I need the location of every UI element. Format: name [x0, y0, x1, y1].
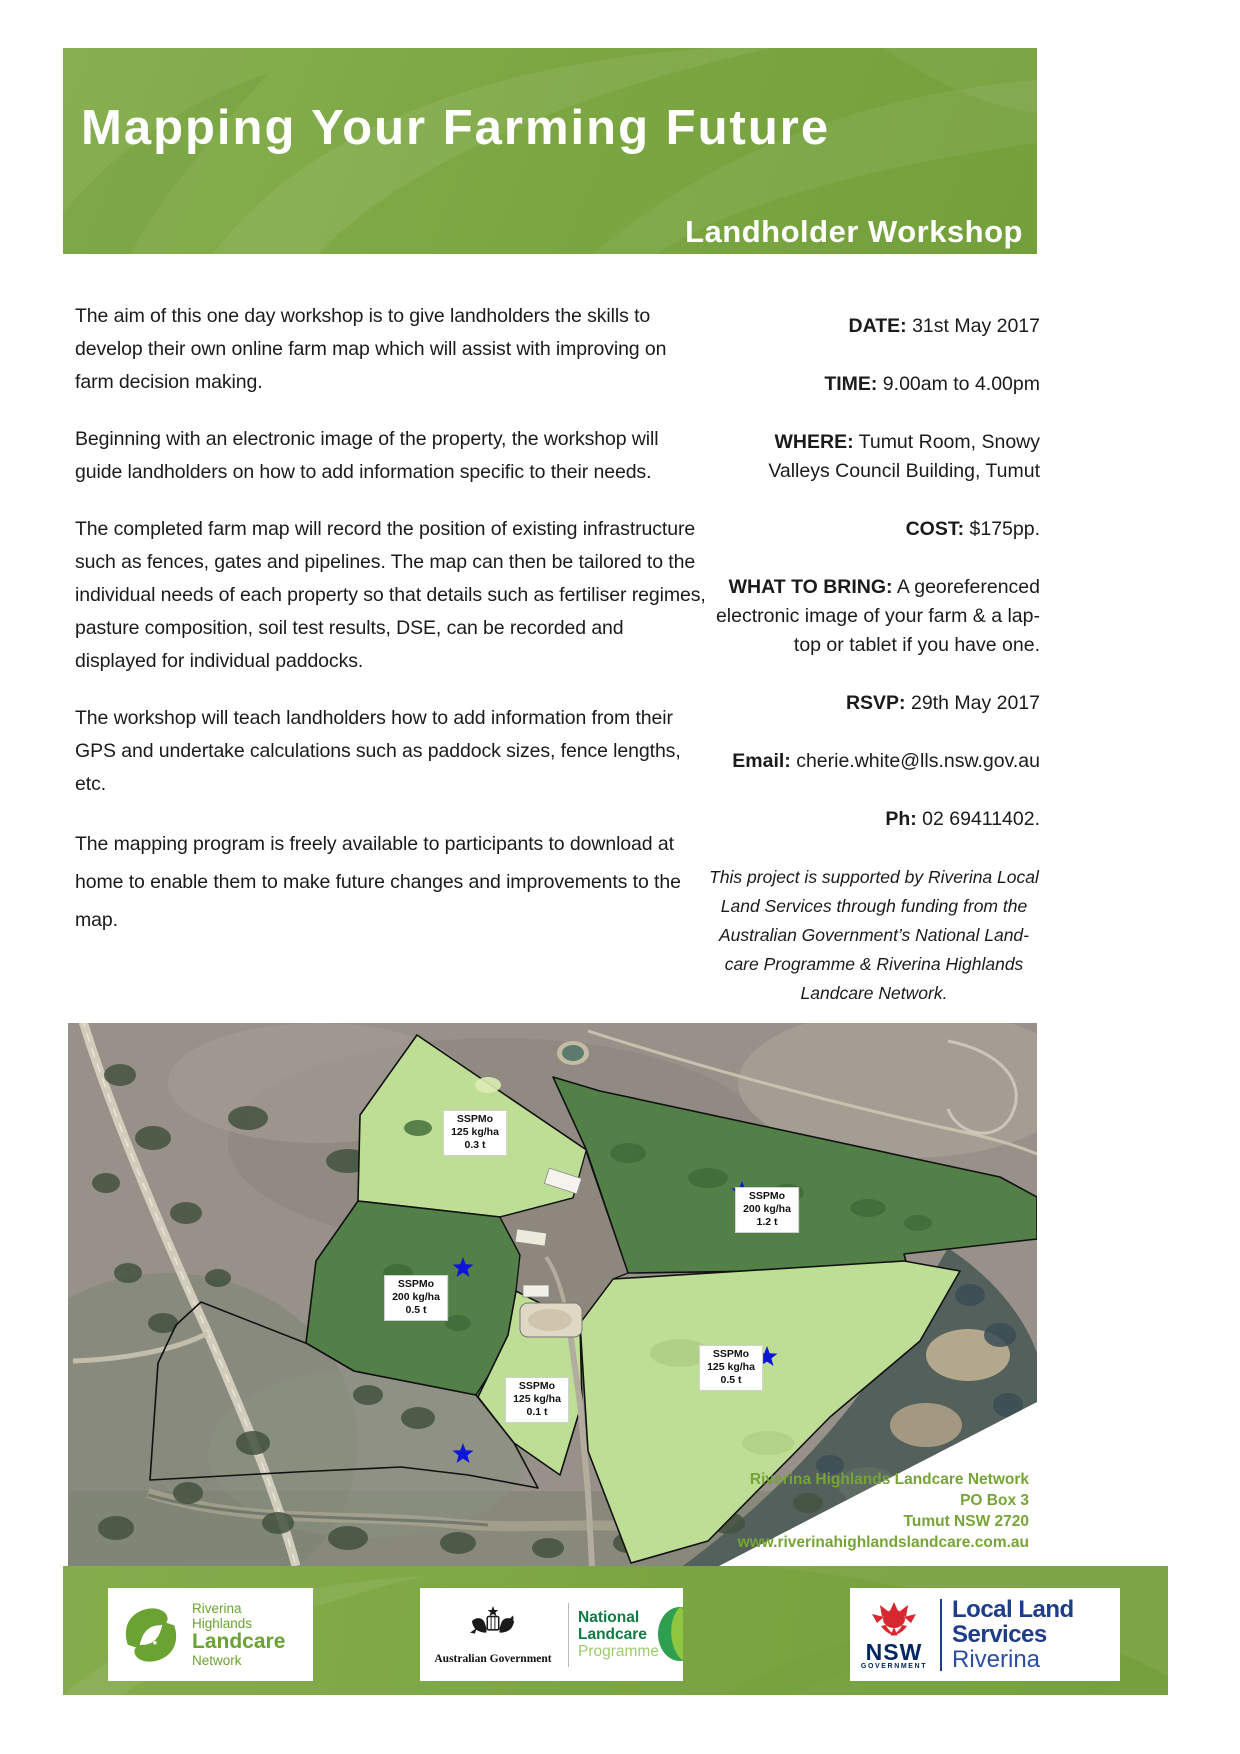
page-subtitle: Landholder Workshop	[685, 214, 1023, 249]
detail-value: A georeferenced electronic image of your farm & a lap-top or tablet if you have one.	[715, 576, 1040, 656]
paddock-label	[699, 1345, 763, 1391]
lls-line: Local Land	[952, 1596, 1074, 1623]
detail-label: COST:	[905, 518, 965, 540]
label-amount: 0.1 t	[526, 1406, 548, 1418]
logo-divider	[568, 1603, 569, 1667]
contact-pobox: PO Box 3	[960, 1492, 1029, 1509]
nlp-text	[578, 1609, 659, 1660]
label-product: SSPMo	[518, 1380, 556, 1392]
intro-text	[75, 300, 709, 963]
landcare-line: Highlands	[192, 1616, 253, 1631]
farm-map	[68, 1023, 1037, 1566]
contact-town: Tumut NSW 2720	[903, 1513, 1029, 1530]
label-product: SSPMo	[397, 1278, 435, 1290]
detail-value: 31st May 2017	[906, 315, 1040, 337]
detail-label: WHAT TO BRING:	[728, 576, 893, 598]
intro-paragraph: Beginning with an electronic image of the property, the workshop will guide landholders on how to add information specific to their needs.	[75, 428, 659, 483]
gov-logo-card	[420, 1588, 683, 1681]
detail-value: 02 69411402.	[916, 808, 1040, 830]
australian-government-label: Australian Government	[434, 1652, 552, 1665]
lls-text	[952, 1597, 1074, 1672]
contact-website: www.riverinahighlandslandcare.com.au	[737, 1534, 1029, 1551]
landcare-hands-icon	[120, 1604, 182, 1666]
waratah-icon	[871, 1602, 917, 1636]
lls-logo-card	[850, 1588, 1120, 1681]
label-amount: 0.3 t	[464, 1139, 486, 1151]
label-product: SSPMo	[456, 1113, 494, 1125]
paddock-label	[384, 1275, 448, 1321]
label-amount: 1.2 t	[756, 1216, 778, 1228]
lls-line: Riverina	[952, 1646, 1041, 1673]
label-amount: 0.5 t	[720, 1374, 742, 1386]
label-rate: 200 kg/ha	[743, 1203, 791, 1215]
nlp-line: National	[578, 1609, 640, 1626]
label-product: SSPMo	[748, 1190, 786, 1202]
detail-label: TIME:	[824, 373, 878, 395]
page-title: Mapping Your Farming Future	[81, 101, 831, 155]
label-amount: 0.5 t	[405, 1304, 427, 1316]
detail-email	[708, 747, 1040, 776]
paddock-label	[443, 1110, 507, 1156]
detail-rsvp	[708, 689, 1040, 718]
label-rate: 125 kg/ha	[513, 1393, 561, 1405]
government-label: GOVERNMENT	[860, 1662, 928, 1670]
contact-org: Riverina Highlands Landcare Network	[749, 1471, 1029, 1488]
landcare-logo-card	[108, 1588, 313, 1681]
event-details	[708, 312, 1040, 1026]
header-banner	[63, 48, 1037, 254]
nsw-block	[850, 1600, 938, 1670]
detail-label: DATE:	[848, 315, 907, 337]
detail-label: Email:	[732, 750, 791, 772]
detail-what-to-bring	[708, 573, 1040, 660]
label-rate: 125 kg/ha	[707, 1361, 755, 1373]
intro-paragraph: The completed farm map will record the position of existing infrastructure such as fences, gates and pipelines. The map can then be tailored to the individual needs of each property so that details such as fertiliser regimes, pasture composition, soil test results, DSE, can be recorded and displayed for individual paddocks.	[75, 518, 706, 672]
detail-where	[708, 428, 1040, 486]
landcare-line: Network	[192, 1653, 242, 1668]
detail-value: cherie.white@lls.nsw.gov.au	[790, 750, 1040, 772]
detail-value: 29th May 2017	[905, 692, 1040, 714]
label-product: SSPMo	[712, 1348, 750, 1360]
paddock-label	[735, 1187, 799, 1233]
detail-cost	[708, 515, 1040, 544]
detail-time	[708, 370, 1040, 399]
nsw-label: NSW	[865, 1638, 923, 1665]
landcare-logo-text	[192, 1601, 285, 1668]
landcare-line: Landcare	[192, 1630, 286, 1653]
support-note: This project is supported by Riverina Local Land Services through funding from the Australian Government’s National Land-care Programme & Riverina Highlands Landcare Network.	[709, 867, 1039, 1003]
nlp-line: Landcare	[578, 1626, 647, 1643]
detail-label: RSVP:	[845, 692, 906, 714]
paddock-label	[505, 1377, 569, 1423]
footer-bar	[63, 1566, 1168, 1695]
lls-line: Services	[952, 1621, 1047, 1648]
label-rate: 200 kg/ha	[392, 1291, 440, 1303]
nlp-line: Programme	[578, 1643, 659, 1660]
detail-value: 9.00am to 4.00pm	[877, 373, 1040, 395]
intro-paragraph: The aim of this one day workshop is to give landholders the skills to develop their own online farm map which will assist with improving on farm decision making.	[75, 305, 667, 393]
contact-block	[738, 1469, 1029, 1553]
landcare-leaf-icon	[652, 1601, 683, 1667]
logo-divider	[940, 1599, 942, 1671]
detail-phone	[708, 805, 1040, 834]
australian-coat-of-arms-icon	[461, 1605, 525, 1647]
label-rate: 125 kg/ha	[451, 1126, 499, 1138]
detail-label: Ph:	[885, 808, 917, 830]
gov-crest-block	[420, 1605, 566, 1665]
landcare-line: Riverina	[192, 1601, 242, 1616]
detail-date	[708, 312, 1040, 341]
intro-paragraph: The mapping program is freely available to participants to download at home to enable them to make future changes and improvements to the map.	[75, 833, 681, 931]
detail-value: $175pp.	[964, 518, 1040, 540]
detail-value: Tumut Room, Snowy Valleys Council Building, Tumut	[768, 431, 1040, 482]
detail-label: WHERE:	[774, 431, 854, 453]
intro-paragraph: The workshop will teach landholders how to add information from their GPS and undertake calculations such as paddock sizes, fence lengths, etc.	[75, 707, 681, 795]
